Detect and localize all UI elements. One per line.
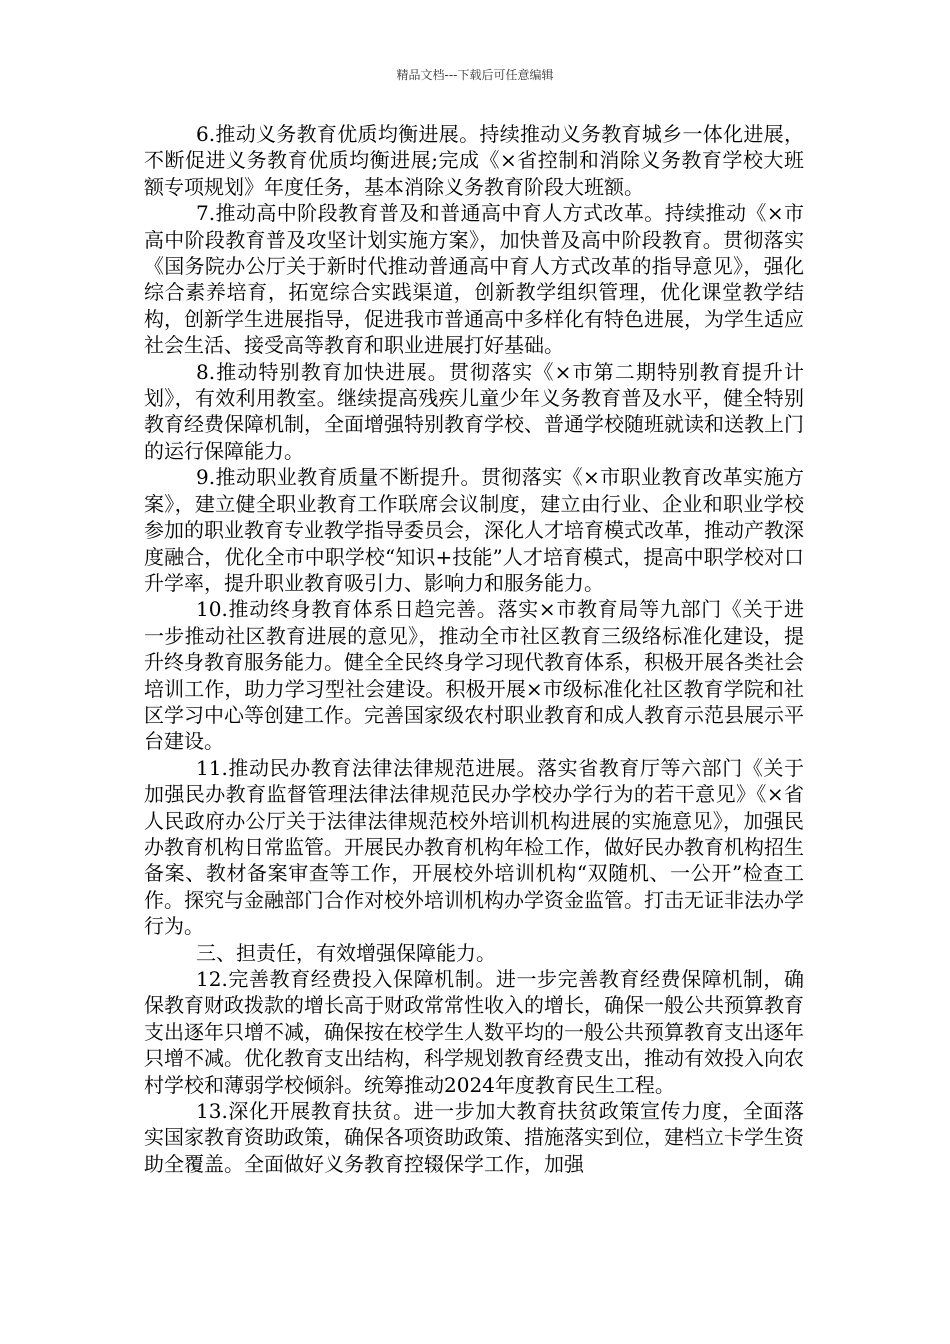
paragraph-item-8: 8.推动特别教育加快进展。贯彻落实《×市第二期特别教育提升计划》，有效利用教室。继续提高残疾儿童少年义务教育普及水平，健全特别教育经费保障机制，全面增强特别教育学校、普通学校随班就读和送教上门的运行保障能力。	[144, 359, 804, 463]
page-header: 精品文档---下载后可任意编辑	[396, 68, 554, 82]
paragraph-item-13: 13.深化开展教育扶贫。进一步加大教育扶贫政策宣传力度，全面落实国家教育资助政策，确保各项资助政策、措施落实到位，建档立卡学生资助全覆盖。全面做好义务教育控辍保学工作，加强	[144, 1099, 804, 1176]
paragraph-item-9: 9.推动职业教育质量不断提升。贯彻落实《×市职业教育改革实施方案》，建立健全职业教育工作联席会议制度，建立由行业、企业和职业学校参加的职业教育专业教学指导委员会，深化人才培育模式改革，推动产教深度融合，优化全市中职学校“知识+技能”人才培育模式，提高中职学校对口升学率，提升职业教育吸引力、影响力和服务能力。	[144, 465, 804, 595]
paragraph-item-11: 11.推动民办教育法律法律规范进展。落实省教育厅等六部门《关于加强民办教育监督管理法律法律规范民办学校办学行为的若干意见》《×省人民政府办公厅关于法律法律规范校外培训机构进展的实施意见》，加强民办教育机构日常监管。开展民办教育机构年检工作，做好民办教育机构招生备案、教材备案审查等工作，开展校外培训机构“双随机、一公开”检查工作。探究与金融部门合作对校外培训机构办学资金监管。打击无证非法办学行为。	[144, 755, 804, 939]
document-body	[144, 121, 804, 1177]
paragraph-item-12: 12.完善教育经费投入保障机制。进一步完善教育经费保障机制，确保教育财政拨款的增长高于财政常常性收入的增长，确保一般公共预算教育支出逐年只增不减，确保按在校学生人数平均的一般公共预算教育支出逐年只增不减。优化教育支出结构，科学规划教育经费支出，推动有效投入向农村学校和薄弱学校倾斜。统筹推动2024年度教育民生工程。	[144, 967, 804, 1097]
paragraph-item-6: 6.推动义务教育优质均衡进展。持续推动义务教育城乡一体化进展，不断促进义务教育优质均衡进展;完成《×省控制和消除义务教育学校大班额专项规划》年度任务，基本消除义务教育阶段大班额。	[144, 122, 804, 199]
paragraph-item-7: 7.推动高中阶段教育普及和普通高中育人方式改革。持续推动《×市高中阶段教育普及攻坚计划实施方案》，加快普及高中阶段教育。贯彻落实《国务院办公厅关于新时代推动普通高中育人方式改革的指导意见》，强化综合素养培育，拓宽综合实践渠道，创新教学组织管理，优化课堂教学结构，创新学生进展指导，促进我市普通高中多样化有特色进展，为学生适应社会生活、接受高等教育和职业进展打好基础。	[144, 201, 804, 358]
section-heading-3: 三、担责任，有效增强保障能力。	[196, 940, 496, 965]
paragraph-item-10: 10.推动终身教育体系日趋完善。落实×市教育局等九部门《关于进一步推动社区教育进展的意见》，推动全市社区教育三级络标准化建设，提升终身教育服务能力。健全全民终身学习现代教育体系，积极开展各类社会培训工作，助力学习型社会建设。积极开展×市级标准化社区教育学院和社区学习中心等创建工作。完善国家级农村职业教育和成人教育示范县展示平台建设。	[144, 597, 804, 754]
